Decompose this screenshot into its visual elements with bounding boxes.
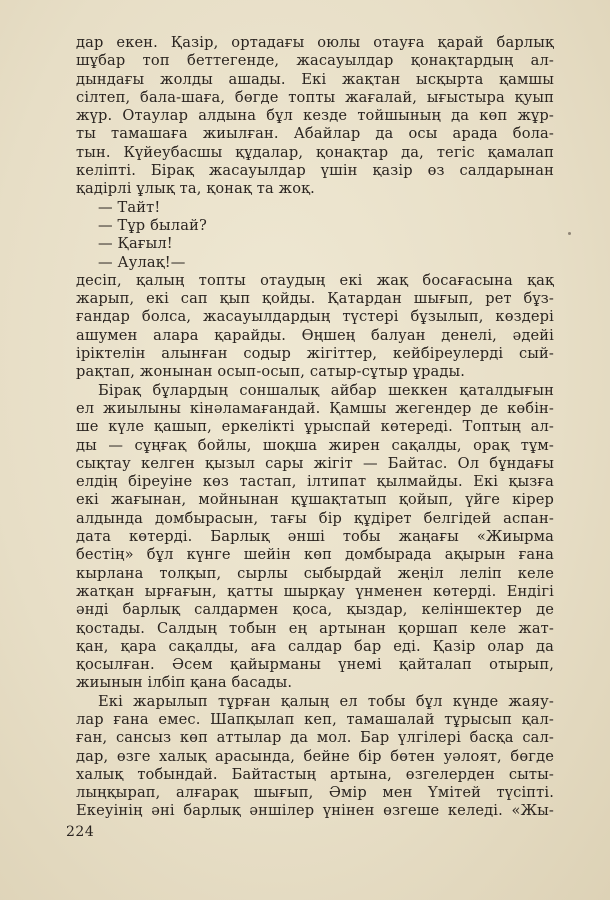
- text-line: десіп, қалың топты отаудың екі жақ босағасына қақ: [76, 271, 554, 289]
- text-line: — Қағыл!: [98, 235, 173, 253]
- text-line: қадірлі ұлық та, қонақ та жоқ.: [76, 180, 315, 198]
- text-line: ғандар болса, жасауылдардың түстері бұзылып, көздері: [76, 308, 554, 326]
- text-line: халық тобындай. Байтастың артына, өзгелерден сыты-: [76, 765, 554, 783]
- text-line: сықтау келген қызыл сары жігіт — Байтас. Ол бұндағы: [76, 454, 554, 472]
- text-line: екі жағынан, мойнынан құшақтатып қойып, үйге кірер: [76, 491, 554, 509]
- text-line: дар екен. Қазір, ортадағы оюлы отауға қарай барлық: [76, 34, 554, 51]
- text-line: ел жиылыны кінәламағандай. Қамшы жегендер де көбін-: [76, 399, 554, 417]
- text-line: рақтап, жонынан осып-осып, сатыр-сұтыр ұрады.: [76, 363, 466, 381]
- text-line: сілтеп, бала-шаға, бөгде топты жағалай, ығыстыра қуып: [76, 88, 554, 106]
- text-line: кырлана толқып, сырлы сыбырдай жеңіл леліп келе: [76, 564, 554, 582]
- text-line: шұбар топ беттегенде, жасауылдар қонақтардың ал-: [76, 52, 554, 70]
- text-line: қосылған. Әсем қайырманы үнемі қайталап отырып,: [76, 656, 554, 674]
- body-text: [76, 34, 554, 821]
- text-line: ше күле қашып, еркелікті ұрыспай көтереді. Топтың ал-: [76, 418, 554, 436]
- text-line: тын. Күйеубасшы құдалар, қонақтар да, тегіс қамалап: [76, 143, 554, 161]
- text-line: ты тамашаға жиылған. Абайлар да осы арада бола-: [76, 125, 554, 143]
- text-line: келіпті. Бірақ жасауылдар үшін қазір өз салдарынан: [76, 162, 554, 180]
- text-line: қостады. Салдың тобын ең артынан қоршап келе жат-: [76, 619, 554, 637]
- print-speck: [568, 232, 571, 235]
- text-line: дар, өзге халық арасында, бейне бір бөтен уәлоят, бөгде: [76, 747, 554, 765]
- text-line: алдында домбырасын, тағы бір құдірет белгідей аспан-: [76, 509, 554, 527]
- text-line: — Тұр былай?: [98, 216, 207, 234]
- text-line: лыңқырап, алғарақ шығып, Әмір мен Үмітей түсіпті.: [76, 784, 554, 802]
- text-line: жатқан ырғағын, қатты шырқау үнменен көтерді. Ендігі: [76, 582, 554, 600]
- text-line: жиынын ілбіп қана басады.: [76, 674, 293, 692]
- text-line: қан, қара сақалды, аға салдар бар еді. Қазір олар да: [76, 637, 554, 655]
- text-line: — Аулақ!—: [98, 253, 186, 271]
- text-line: ған, сансыз көп аттылар да мол. Бар үлгілері басқа сал-: [76, 729, 554, 747]
- text-line: Екі жарылып тұрған қалың ел тобы бұл күнде жаяу-: [98, 692, 554, 710]
- text-line: ды — сұңғақ бойлы, шоқша жирен сақалды, орақ тұм-: [76, 436, 554, 454]
- text-line: бестің» бұл күнге шейін көп домбырада ақырын ғана: [76, 546, 554, 564]
- text-line: Екеуінің әні барлық әншілер үнінен өзгеше келеді. «Жы-: [76, 802, 554, 820]
- page-number: 224: [66, 824, 95, 840]
- text-line: дындағы жолды ашады. Екі жақтан ысқырта қамшы: [76, 70, 554, 88]
- text-line: Бірақ бұлардың соншалық айбар шеккен қаталдығын: [98, 381, 554, 399]
- text-line: елдің біреуіне көз тастап, ілтипат қылмайды. Екі қызға: [76, 473, 554, 491]
- text-line: ашумен алара қарайды. Өңшең балуан денелі, әдейі: [76, 326, 554, 344]
- text-line: жүр. Отаулар алдына бұл кезде тойшының да көп жұр-: [76, 107, 554, 125]
- text-line: жарып, екі сап қып қойды. Қатардан шығып, рет бұз-: [76, 290, 554, 308]
- text-line: лар ғана емес. Шапқылап кеп, тамашалай тұрысып қал-: [76, 710, 554, 728]
- text-line: әнді барлық салдармен қоса, қыздар, келіншектер де: [76, 601, 554, 619]
- text-line: — Тайт!: [98, 198, 161, 216]
- text-line: іріктелін алынған содыр жігіттер, кейбіреулерді сый-: [76, 345, 554, 363]
- text-line: дата көтерді. Барлық әнші тобы жаңағы «Жиырма: [76, 528, 554, 546]
